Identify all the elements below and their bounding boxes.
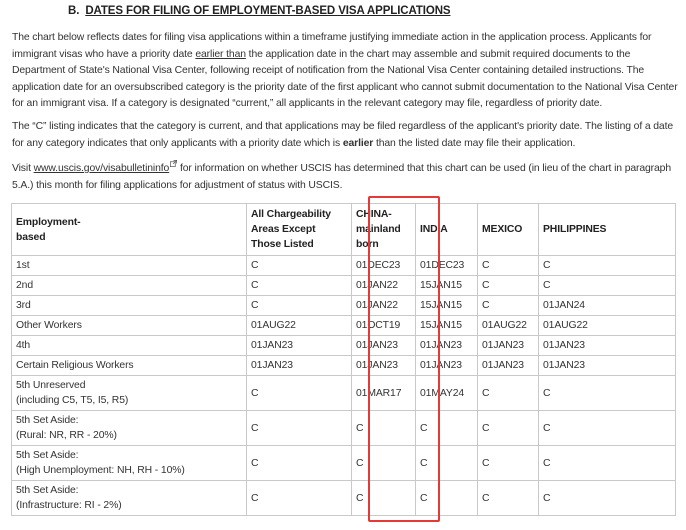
section-title: DATES FOR FILING OF EMPLOYMENT-BASED VISA APPLICATIONS [85,5,451,17]
cell-mexico: 01AUG22 [478,316,539,336]
cell-category [12,446,247,481]
cell-philippines: C [539,411,676,446]
cell-category [12,481,247,516]
cell-chargeability: C [247,256,352,276]
cell-philippines: C [539,276,676,296]
header-employment-based: Employment-based [12,204,247,256]
cell-india: 01MAY24 [416,376,478,411]
category-label: 5th Set Aside: [16,485,79,496]
cell-category [12,336,247,356]
cell-india: 01JAN23 [416,336,478,356]
header-india: INDIA [416,204,478,256]
category-label: Other Workers [16,320,82,331]
cell-china: C [352,446,416,481]
cell-china: 01JAN22 [352,296,416,316]
cell-mexico: C [478,296,539,316]
table-row [12,356,676,376]
cell-china: C [352,481,416,516]
cell-mexico: 01JAN23 [478,336,539,356]
category-sublabel: (High Unemployment: NH, RH - 10%) [16,465,185,476]
cell-chargeability: C [247,446,352,481]
cell-category [12,256,247,276]
table-row [12,316,676,336]
cell-category [12,316,247,336]
category-label: 1st [16,260,30,271]
table-body [12,256,676,516]
header-china: CHINA-mainland born [352,204,416,256]
cell-china: 01MAR17 [352,376,416,411]
cell-chargeability: 01AUG22 [247,316,352,336]
cell-india: C [416,481,478,516]
category-sublabel: (Infrastructure: RI - 2%) [16,500,122,511]
table-row [12,481,676,516]
cell-india: 01DEC23 [416,256,478,276]
table-row [12,411,676,446]
cell-india: 15JAN15 [416,296,478,316]
cell-category [12,296,247,316]
section-letter: B. [68,5,80,17]
table-row [12,376,676,411]
table-row [12,446,676,481]
cell-india: C [416,411,478,446]
current-listing-paragraph [12,119,682,152]
current-text-start: The “C” listing indicates that the category is current, and that applications may be filed regardless of the applicant's priority date. The listing of a date for any category indicates that only applicants with a priority date which is [12,121,674,149]
cell-chargeability: 01JAN23 [247,356,352,376]
cell-philippines: 01JAN24 [539,296,676,316]
cell-chargeability: C [247,276,352,296]
cell-category [12,356,247,376]
intro-text-start: The chart below reflects dates for filing visa applications within a timeframe justifying immediate action in the application process. Applicants for immigrant visas who have a priority date [12,32,652,60]
table-row [12,276,676,296]
cell-category [12,276,247,296]
cell-china: 01JAN23 [352,336,416,356]
cell-category [12,376,247,411]
cell-mexico: C [478,446,539,481]
cell-mexico: C [478,376,539,411]
cell-mexico: C [478,276,539,296]
uscis-paragraph [12,160,682,194]
cell-mexico: C [478,411,539,446]
cell-mexico: C [478,481,539,516]
cell-philippines: C [539,481,676,516]
header-philippines: PHILIPPINES [539,204,676,256]
cell-china: 01JAN23 [352,356,416,376]
table-header-row [12,204,676,256]
uscis-link[interactable]: www.uscis.gov/visabulletininfo [33,163,170,174]
cell-india: 15JAN15 [416,276,478,296]
table-row [12,256,676,276]
category-label: 4th [16,340,31,351]
uscis-text-suffix: for information on whether USCIS has determined that this chart can be used (in lieu of the chart in paragraph 5.A.) this month for filing applications for adjustment of status with USCIS. [12,163,671,191]
cell-philippines: 01JAN23 [539,356,676,376]
cell-category [12,411,247,446]
cell-philippines: C [539,256,676,276]
cell-china: 01JAN22 [352,276,416,296]
cell-mexico: C [478,256,539,276]
cell-india: C [416,446,478,481]
uscis-text-prefix: Visit [12,163,34,174]
category-label: 5th Set Aside: [16,450,79,461]
cell-china: C [352,411,416,446]
cell-philippines: C [539,376,676,411]
category-label: 5th Unreserved [16,380,86,391]
filing-dates-table [11,203,676,516]
cell-china: 01DEC23 [352,256,416,276]
cell-india: 15JAN15 [416,316,478,336]
cell-chargeability: C [247,376,352,411]
cell-mexico: 01JAN23 [478,356,539,376]
current-text-end: than the listed date may file their application. [373,137,576,149]
intro-text-end: the application date in the chart may assemble and submit required documents to the Department of State's National Visa Center, following receipt of notification from the National Visa Center containing detailed instructions. The application date for an oversubscribed category is the priority date of the first applicant who cannot submit documentation to the National Visa Center for an immigrant visa. If a category is designated “current,” all applicants in the relevant category may file, regardless of priority date. [12,48,678,110]
header-chargeability: All Chargeability Areas Except Those Listed [247,204,352,256]
cell-chargeability: C [247,411,352,446]
table-row [12,336,676,356]
category-label: 3rd [16,300,31,311]
category-label: Certain Religious Workers [16,360,134,371]
cell-chargeability: C [247,296,352,316]
current-bold-text: earlier [342,137,374,149]
intro-underlined-text: earlier than [195,48,246,60]
intro-paragraph [12,30,682,113]
category-label: 2nd [16,280,33,291]
category-label: 5th Set Aside: [16,415,79,426]
table-row [12,296,676,316]
cell-philippines: C [539,446,676,481]
cell-india: 01JAN23 [416,356,478,376]
category-sublabel: (Rural: NR, RR - 20%) [16,430,117,441]
cell-china: 01OCT19 [352,316,416,336]
cell-chargeability: 01JAN23 [247,336,352,356]
cell-philippines: 01AUG22 [539,316,676,336]
header-mexico: MEXICO [478,204,539,256]
cell-philippines: 01JAN23 [539,336,676,356]
section-heading [68,5,450,17]
category-sublabel: (including C5, T5, I5, R5) [16,395,129,406]
cell-chargeability: C [247,481,352,516]
